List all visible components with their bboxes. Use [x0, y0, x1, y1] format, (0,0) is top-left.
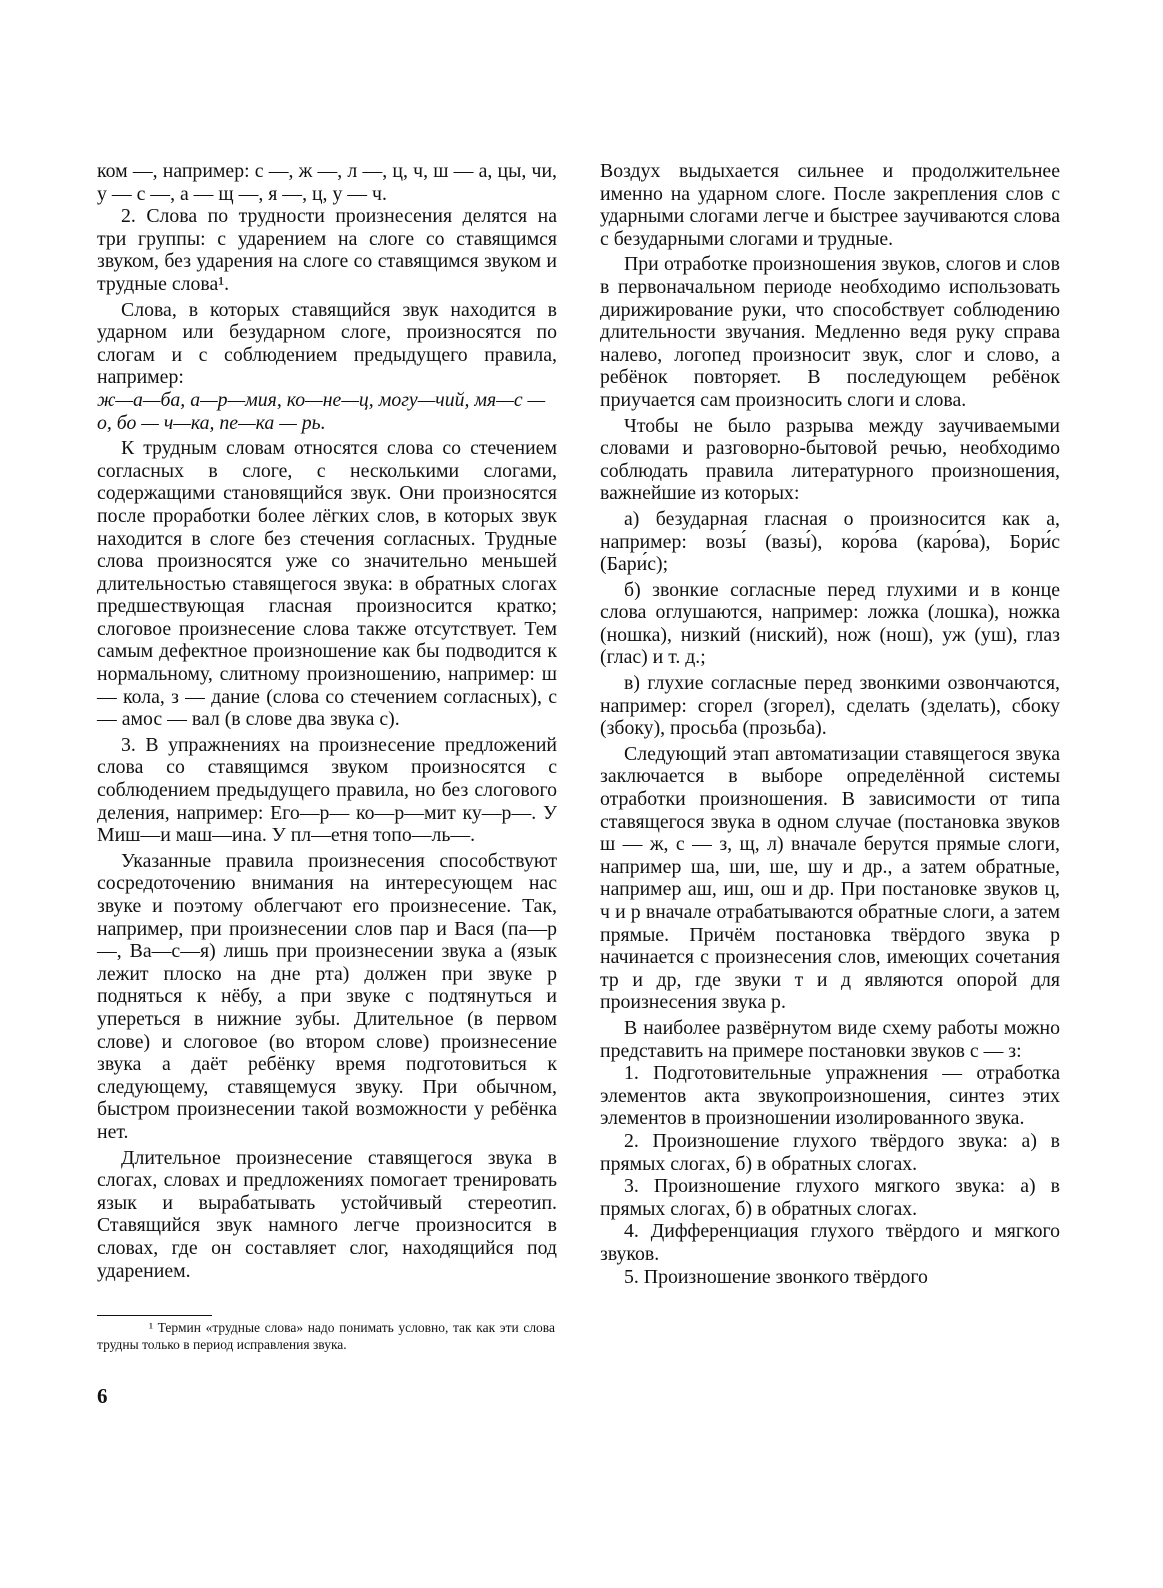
paragraph: В наиболее развёрнутом виде схему работы можно представить на примере постановки звуков с — з: [600, 1016, 1060, 1062]
list-item: 3. Произношение глухого мягкого звука: а) в прямых слогах, б) в обратных слогах. [600, 1175, 1060, 1220]
page-number: 6 [97, 1384, 108, 1408]
paragraph: Воздух выдыхается сильнее и продолжительнее именно на ударном слоге. После закрепления слов с ударными слогами легче и быстрее заучиваются слова с безударными слогами и трудные. [600, 160, 1060, 250]
paragraph: При отработке произношения звуков, слогов и слов в первоначальном периоде необходимо использовать дирижирование руки, что способствует соблюдению длительности звучания. Медленно ведя руку справа налево, логопед произносит звук, слог и слово, а ребёнок повторяет. В последующем ребёнок приучается сам произносить слоги и слова. [600, 253, 1060, 411]
left-column [97, 160, 557, 1282]
list-item: 1. Подготовительные упражнения — отработка элементов акта звукопроизношения, синтез этих элементов в произношении изолированного звука. [600, 1062, 1060, 1130]
footnote-divider [97, 1315, 212, 1316]
footnote: ¹ Термин «трудные слова» надо понимать условно, так как эти слова трудны только в период исправления звука. [97, 1320, 555, 1352]
list-item: в) глухие согласные перед звонкими озвончаются, например: сгорел (згорел), сделать (зделать), сбоку (збоку), просьба (прозьба). [600, 672, 1060, 740]
paragraph: ком —, например: с —, ж —, л —, ц, ч, ш — а, цы, чи, у — с —, а — щ —, я —, ц, у — ч. [97, 160, 557, 205]
right-column [600, 160, 1060, 1288]
paragraph: 2. Слова по трудности произнесения делятся на три группы: с ударением на слоге со ставящимся звуком, без ударения на слоге со ставящимся звуком и трудные слова¹. [97, 205, 557, 295]
example-line: ж—а—ба, а—р—мия, ко—не—ц, могу—чий, мя—с — о, бо — ч—ка, пе—ка — рь. [97, 388, 546, 434]
list-item: 4. Дифференциация глухого твёрдого и мягкого звуков. [600, 1220, 1060, 1265]
paragraph: Слова, в которых ставящийся звук находится в ударном или безударном слоге, произносятся по слогам и с соблюдением предыдущего правила, например: [97, 298, 557, 389]
paragraph: Следующий этап автоматизации ставящегося звука заключается в выборе определённой системы отработки произношения. В зависимости от типа ставящегося звука в одном случае (постановка звуков ш — ж, с — з, щ, л) вначале берутся прямые слоги, например ша, ши, ше, шу и др., а затем обратные, например аш, иш, ош и др. При постановке звуков ц, ч и р вначале отрабатываются обратные слоги, а затем прямые. Причём постановка твёрдого звука р начинается с произнесения слов, имеющих сочетания тр и др, где звуки т и д являются опорой для произнесения звука р. [600, 742, 1060, 1014]
list-item: 2. Произношение глухого твёрдого звука: а) в прямых слогах, б) в обратных слогах. [600, 1129, 1060, 1175]
list-item: а) безударная гласная о произносится как а, например: возы́ (вазы́), коро́ва (каро́ва), Бори́с (Бари́с); [600, 507, 1060, 576]
paragraph: Длительное произнесение ставящегося звука в слогах, словах и предложениях помогает тренировать язык и вырабатывать устойчивый стереотип. Ставящийся звук намного легче произносится в словах, где он составляет слог, находящийся под ударением. [97, 1146, 557, 1282]
list-item: 5. Произношение звонкого твёрдого [624, 1265, 928, 1288]
paragraph: К трудным словам относятся слова со стечением согласных в слоге, с несколькими слогами, содержащими становящийся звук. Они произносятся после проработки более лёгких слов, в которых звук находится в слоге без стечения согласных. Трудные слова произносятся уже со значительно меньшей длительностью ставящегося звука: в обратных слогах предшествующая гласная произносится кратко; слоговое произнесение слова также отсутствует. Тем самым дефектное произношение как бы подводится к нормальному, слитному произношению, например: ш — кола, з — дание (слова со стечением согласных), с — амос — вал (в слове два звука с). [97, 437, 557, 731]
paragraph: Указанные правила произнесения способствуют сосредоточению внимания на интересующем нас звуке и поэтому облегчают его произнесение. Так, например, при произнесении слов пар и Вася (па—р—, Ва—с—я) лишь при произнесении звука а (язык лежит плоско на дне рта) должен при звуке р подняться к нёбу, а при звуке с подтянуться и упереться в нижние зубы. Длительное (в первом слове) и слоговое (во втором слове) произнесение звука а даёт ребёнку время подготовиться к следующему, ставящемуся звуку. При обычном, быстром произнесении такой возможности у ребёнка нет. [97, 849, 557, 1143]
list-item: б) звонкие согласные перед глухими и в конце слова оглушаются, например: ложка (лошка), ножка (ношка), низкий (ниский), нож (нош), уж (уш), глаз (глас) и т. д.; [600, 578, 1060, 669]
paragraph: Чтобы не было разрыва между заучиваемыми словами и разговорно-бытовой речью, необходимо соблюдать правила литературного произношения, важнейшие из которых: [600, 414, 1060, 505]
paragraph: 3. В упражнениях на произнесение предложений слова со ставящимся звуком произносятся с соблюдением предыдущего правила, но без слогового деления, например: Его—р— ко—р—мит ку—р—. У Миш—и маш—ина. У пл—етня топо—ль—. [97, 733, 557, 847]
